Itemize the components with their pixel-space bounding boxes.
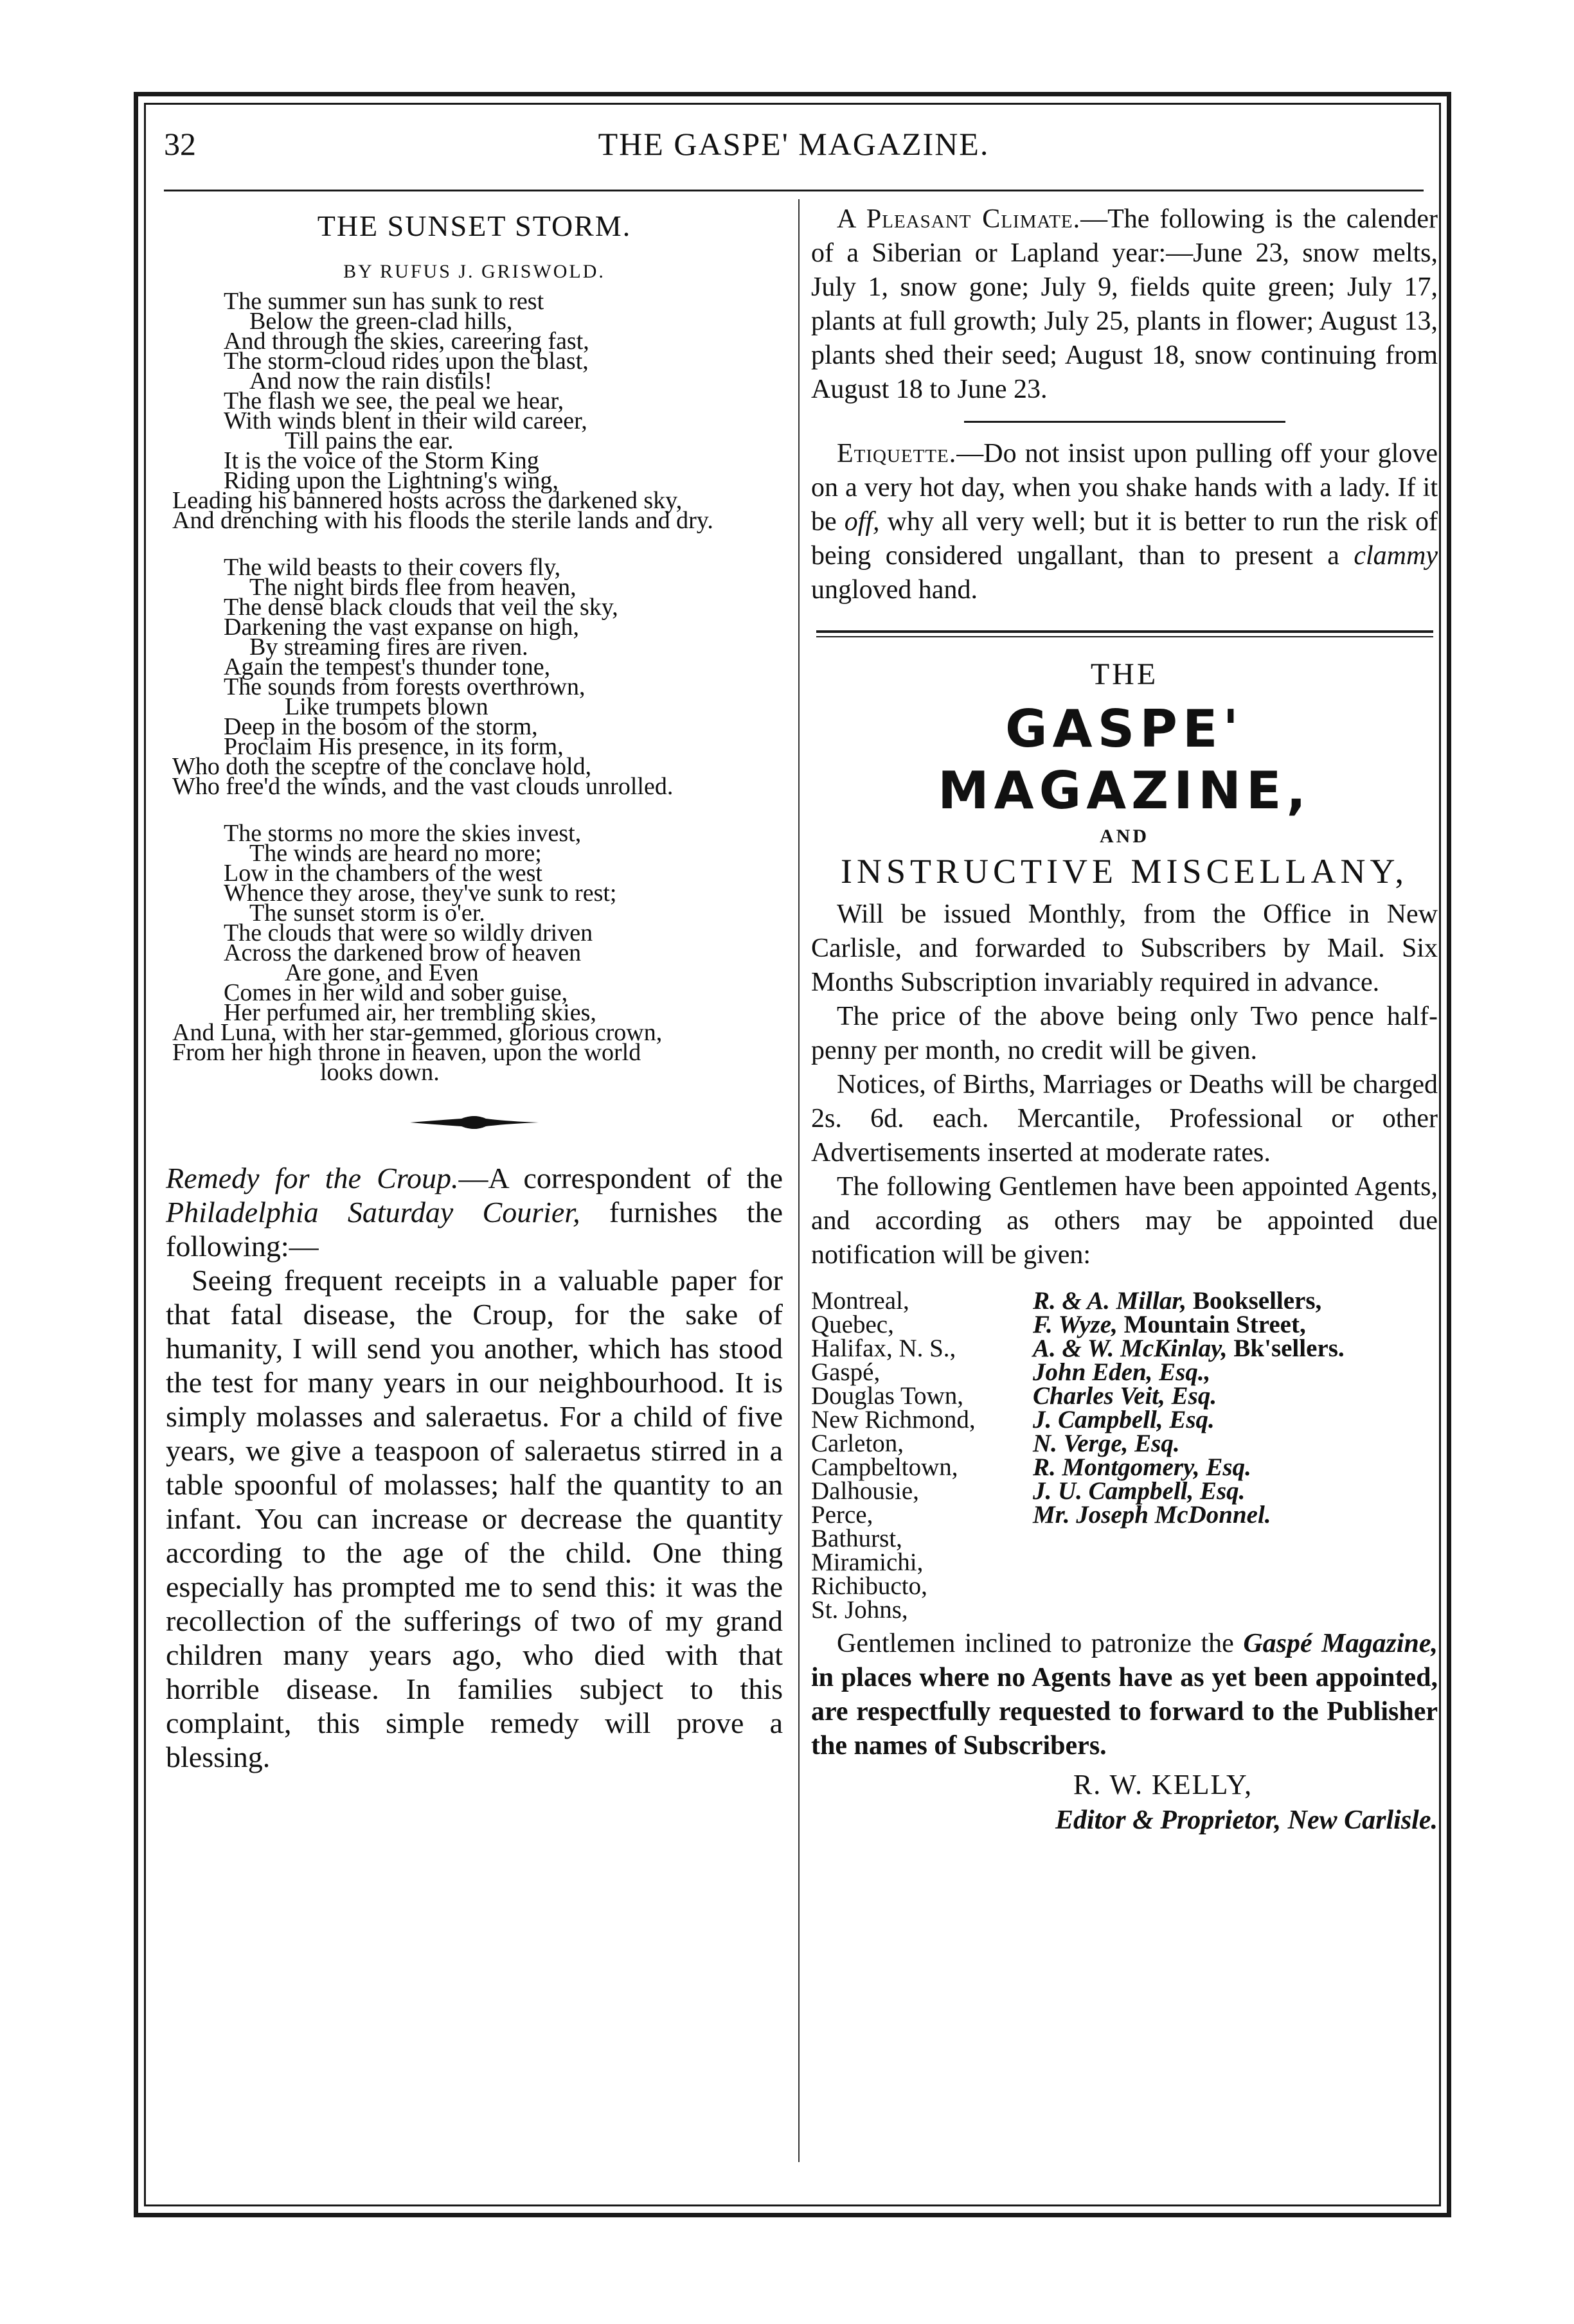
poem-line: And through the skies, careering fast, (224, 328, 589, 355)
poem-line: The sunset storm is o'er. (249, 900, 485, 927)
poem-line: The wild beasts to their covers fly, (224, 554, 561, 581)
agent-name: F. Wyze, (1033, 1311, 1118, 1338)
croup-intro-a: —A correspondent of the (458, 1162, 783, 1194)
agent-cell (1033, 1336, 1438, 1360)
poem-byline: BY RUFUS J. GRISWOLD. (343, 261, 605, 282)
agent-row (811, 1550, 1438, 1574)
poem-line: Comes in her wild and sober guise, (224, 979, 568, 1006)
page-number: 32 (164, 126, 196, 162)
agent-row (811, 1574, 1438, 1598)
agent-row (811, 1313, 1438, 1336)
poem-line: Again the tempest's thunder tone, (224, 653, 551, 680)
croup-body: Seeing frequent receipts in a valuable paper for that fatal disease, the Croup, for the sake of humanity, I will send you another, which has stood the test for many years in our neighbourhood. It is simply molasses and saleraetus. For a child of five years, we give a teaspoon of saleraetus stirred in a table spoonful of molasses; half the quantity to an infant. You can increase or decrease the quantity according to the age of the child. One thing especially has prompted me to send this: it was the recollection of the sufferings of two of my grand children many years ago, who died with that horrible disease. In families subject to this complaint, this simple remedy will prove a blessing. (166, 1264, 783, 1773)
etiquette-body-b: why all very well; but it is better to run the risk of being considered ungallant, than to present a (811, 507, 1438, 571)
poem-line: Proclaim His presence, in its form, (224, 733, 564, 760)
agent-cell (1033, 1384, 1438, 1408)
agent-town: Douglas Town, (811, 1382, 964, 1410)
poem-line: looks down. (320, 1059, 440, 1086)
agent-note: Bk'sellers. (1227, 1335, 1345, 1362)
etiquette-clammy: clammy (1354, 541, 1438, 571)
poem-stanza-1 (166, 288, 783, 534)
double-rule (816, 630, 1433, 637)
agents-table (811, 1289, 1438, 1622)
poem-line: From her high throne in heaven, upon the world (172, 1039, 641, 1066)
poem-line: The clouds that were so wildly driven (224, 919, 593, 946)
column-divider (798, 199, 800, 2162)
poem-line: The summer sun has sunk to rest (224, 288, 544, 315)
etiquette-body-c: ungloved hand. (811, 575, 978, 605)
agent-row (811, 1503, 1438, 1527)
agent-cell (1033, 1503, 1438, 1527)
poem-line: Low in the chambers of the west (224, 860, 542, 887)
left-column (166, 202, 783, 1774)
agent-name: J. Campbell, Esq. (1033, 1406, 1215, 1433)
signature-name: R. W. KELLY, (1073, 1769, 1253, 1800)
agent-town: Richibucto, (811, 1572, 927, 1600)
ad-and: AND (1100, 826, 1149, 847)
etiquette-paragraph (811, 437, 1438, 607)
poem-line: Darkening the vast expanse on high, (224, 614, 579, 641)
signature-title: Editor & Proprietor, New Carlisle. (1055, 1805, 1438, 1835)
agent-town: New Richmond, (811, 1406, 976, 1433)
ad-paragraph-5 (811, 1627, 1438, 1763)
agent-town: Halifax, N. S., (811, 1335, 956, 1362)
agent-town: Gaspé, (811, 1358, 881, 1386)
poem-line: The flash we see, the peal we hear, (224, 387, 564, 414)
ad-paragraph-1: Will be issued Monthly, from the Office in New Carlisle, and forwarded to Subscribers by Mail. Six Months Subscription invariably required in advance. (811, 900, 1438, 997)
poem-line: Are gone, and Even (285, 959, 479, 986)
agent-cell (1033, 1408, 1438, 1432)
poem-line: The storm-cloud rides upon the blast, (224, 348, 589, 375)
poem-line: And Luna, with her star-gemmed, glorious crown, (172, 1019, 663, 1046)
ad-p5-magazine: Gaspé Magazine, (1243, 1629, 1438, 1658)
poem-line: By streaming fires are riven. (249, 634, 528, 661)
poem-line: Who free'd the winds, and the vast clouds unrolled. (172, 773, 674, 800)
agent-row (811, 1408, 1438, 1432)
poem-line: Whence they arose, they've sunk to rest; (224, 880, 617, 907)
agent-row (811, 1479, 1438, 1503)
poem-line: Leading his bannered hosts across the darkened sky, (172, 487, 683, 514)
agent-cell (1033, 1479, 1438, 1503)
climate-body: —The following is the calender of a Siberian or Lapland year:—June 23, snow melts, July 1, snow gone; July 9, fields quite green; July 17, plants at full growth; July 25, plants in flower; August 13, plants shed their seed; August 18, snow continuing from August 18 to June 23. (811, 204, 1438, 404)
agent-name: N. Verge, Esq. (1033, 1430, 1180, 1457)
agent-cell (1033, 1289, 1438, 1313)
agent-row (811, 1455, 1438, 1479)
ad-p5-b: in places where no Agents have as yet been appointed, are respectfully requested to forward to the Publisher the names of Subscribers. (811, 1663, 1438, 1761)
ad-the: THE (1090, 657, 1159, 691)
etiquette-off: off, (844, 507, 880, 537)
agent-town: St. Johns, (811, 1596, 908, 1624)
poem-line: The storms no more the skies invest, (224, 820, 582, 847)
poem-line: Deep in the bosom of the storm, (224, 713, 538, 740)
croup-intro-b: furnishes the following:— (166, 1196, 783, 1263)
agent-note: Mountain Street, (1117, 1311, 1306, 1338)
agent-name: J. U. Campbell, Esq. (1033, 1477, 1246, 1505)
poem-line: Across the darkened brow of heaven (224, 939, 582, 966)
poem-line: The dense black clouds that veil the sky, (224, 594, 618, 621)
agent-row (811, 1384, 1438, 1408)
section-rule (964, 421, 1285, 423)
etiquette-body-a: —Do not insist upon pulling off your glove on a very hot day, when you shake hands with a lady. If it be (811, 439, 1438, 537)
agent-row (811, 1527, 1438, 1550)
agent-town: Bathurst, (811, 1525, 902, 1552)
agent-row (811, 1360, 1438, 1384)
agent-town: Quebec, (811, 1311, 894, 1338)
ad-title: GASPE' MAGAZINE, (938, 699, 1311, 820)
agent-cell (1033, 1313, 1438, 1336)
agent-town: Miramichi, (811, 1548, 924, 1576)
croup-intro (166, 1161, 783, 1263)
poem-line: Who doth the sceptre of the conclave hold, (172, 753, 592, 780)
etiquette-title: Etiquette. (837, 439, 957, 468)
agent-cell (1033, 1432, 1438, 1455)
agent-row (811, 1289, 1438, 1313)
agent-row (811, 1598, 1438, 1622)
agent-town: Montreal, (811, 1287, 909, 1315)
poem-line: Her perfumed air, her trembling skies, (224, 999, 596, 1026)
ornament-divider-icon (410, 1110, 539, 1135)
ad-paragraph-3: Notices, of Births, Marriages or Deaths will be charged 2s. 6d. each. Mercantile, Professional or other Advertisements inserted at moderate rates. (811, 1070, 1438, 1167)
poem-stanza-3 (166, 820, 783, 1086)
agent-row (811, 1432, 1438, 1455)
agent-cell (1033, 1360, 1438, 1384)
ad-subtitle: INSTRUCTIVE MISCELLANY, (840, 852, 1408, 891)
poem-line: With winds blent in their wild career, (224, 407, 587, 434)
poem-line: Till pains the ear. (285, 427, 454, 454)
right-column (811, 202, 1438, 1836)
poem-line: Like trumpets blown (285, 693, 488, 720)
poem-line: And now the rain distils! (249, 368, 492, 395)
agent-name: John Eden, Esq., (1033, 1358, 1211, 1386)
agent-town: Dalhousie, (811, 1477, 919, 1505)
croup-source: Philadelphia Saturday Courier, (166, 1196, 580, 1229)
poem-line: And drenching with his floods the sterile lands and dry. (172, 507, 713, 534)
header-rule (164, 190, 1424, 191)
running-title: THE GASPE' MAGAZINE. (598, 126, 990, 162)
poem-line: It is the voice of the Storm King (224, 447, 539, 474)
agent-name: A. & W. McKinlay, (1033, 1335, 1228, 1362)
poem-line: The night birds flee from heaven, (249, 574, 577, 601)
page-header (164, 125, 1424, 170)
ad-paragraph-2: The price of the above being only Two pence half-penny per month, no credit will be given. (811, 1002, 1438, 1065)
poem-title: THE SUNSET STORM. (317, 209, 632, 242)
croup-title: Remedy for the Croup. (166, 1162, 459, 1194)
agent-name: Charles Veit, Esq. (1033, 1382, 1217, 1410)
agent-town: Perce, (811, 1501, 873, 1529)
agent-town: Campbeltown, (811, 1453, 958, 1481)
agent-cell (1033, 1455, 1438, 1479)
poem-stanza-2 (166, 554, 783, 800)
agent-town: Carleton, (811, 1430, 904, 1457)
agent-name: R. & A. Millar, (1033, 1287, 1187, 1315)
agent-name: Mr. Joseph McDonnel. (1033, 1501, 1271, 1529)
agent-name: R. Montgomery, Esq. (1033, 1453, 1251, 1481)
agent-note: Booksellers, (1186, 1287, 1322, 1315)
climate-title: A Pleasant Climate. (837, 204, 1081, 234)
agent-row (811, 1336, 1438, 1360)
poem-line: Below the green-clad hills, (249, 308, 513, 335)
climate-paragraph (811, 202, 1438, 407)
ad-paragraph-4: The following Gentlemen have been appointed Agents, and according as others may be appointed due notification will be given: (811, 1172, 1438, 1270)
ad-p5-a: Gentlemen inclined to patronize the (837, 1629, 1244, 1658)
poem-line: The winds are heard no more; (249, 840, 542, 867)
poem-line: The sounds from forests overthrown, (224, 673, 586, 700)
poem-line: Riding upon the Lightning's wing, (224, 467, 559, 494)
